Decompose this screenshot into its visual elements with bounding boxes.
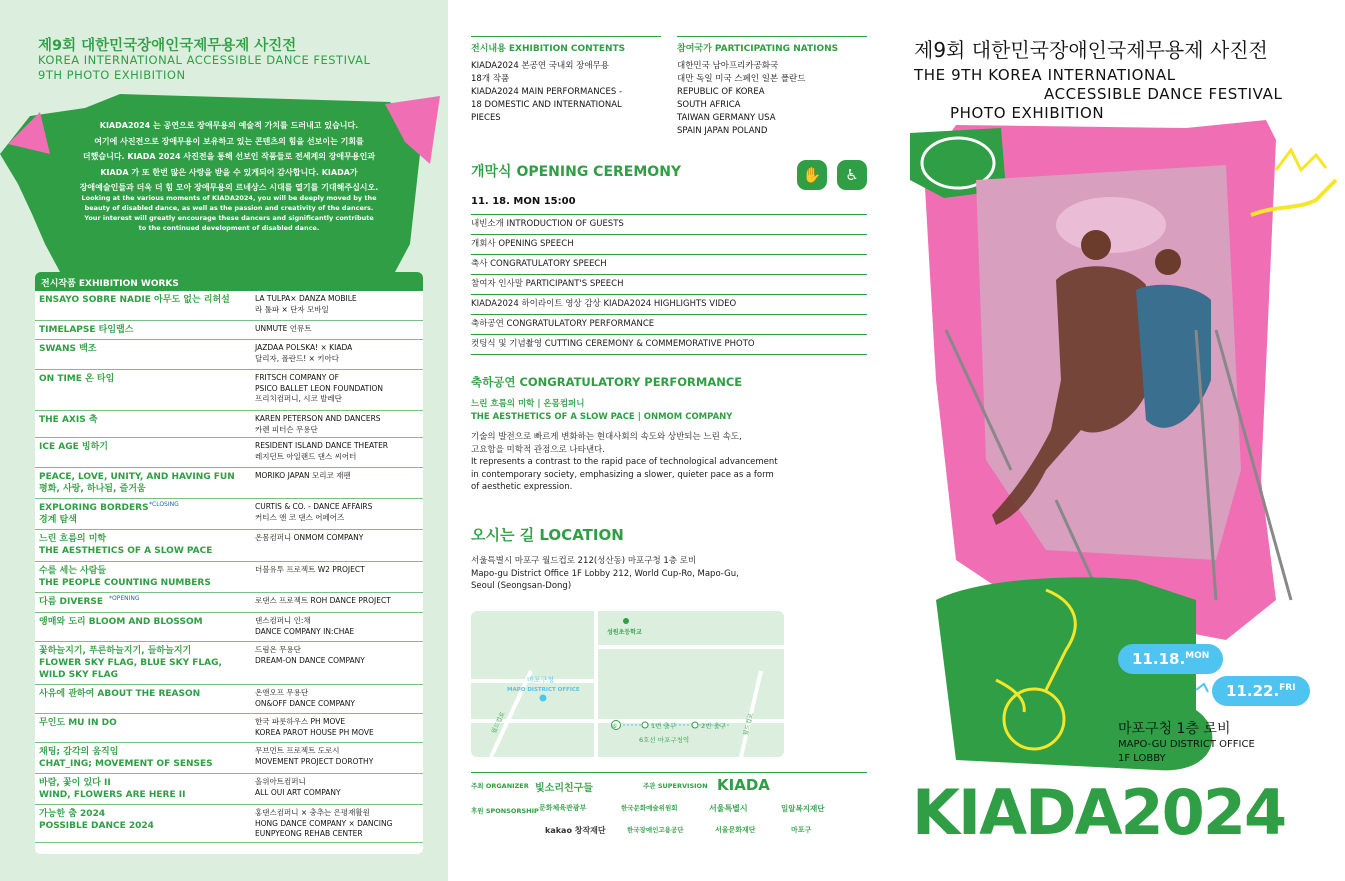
congrat-sub-ko: 느린 흐름의 미학 | 온몸컴퍼니 xyxy=(471,399,585,409)
work-title: SWANS 백조 xyxy=(39,344,97,354)
program-item: 컷팅식 및 기념촬영 CUTTING CEREMONY & COMMEMORATIVE PHOTO xyxy=(471,335,867,355)
map-road-1: 월드컵로 xyxy=(490,710,507,735)
works-row xyxy=(35,562,423,593)
sponsor-logo: 한국장애인고용공단 xyxy=(627,826,684,834)
works-row xyxy=(35,468,423,499)
left-title-en-1: KOREA INTERNATIONAL ACCESSIBLE DANCE FESTIVAL xyxy=(38,53,371,67)
program-item: 내빈소개 INTRODUCTION OF GUESTS xyxy=(471,215,867,235)
program-item: KIADA2024 하이라이트 영상 감상 KIADA2024 HIGHLIGHTS VIDEO xyxy=(471,295,867,315)
yellow-zigzag xyxy=(1276,150,1326,170)
work-badge: *OPENING xyxy=(109,595,140,602)
left-title-ko: 제9회 대한민국장애인국제무용제 사진전 xyxy=(38,38,297,54)
works-row xyxy=(35,411,423,438)
kiada-brand: KIADA2024 xyxy=(912,776,1286,849)
contents-text xyxy=(471,60,622,125)
sponsor-logo: 한국문화예술위원회 xyxy=(621,804,678,812)
works-row xyxy=(35,613,423,642)
works-row xyxy=(35,370,423,411)
work-company: 온앤오프 무용단 ON&OFF DANCE COMPANY xyxy=(255,688,355,708)
intro-en-line: to the continued development of disabled dance. xyxy=(138,224,320,232)
cover-title-en-3: PHOTO EXHIBITION xyxy=(950,104,1105,122)
contents-line: KIADA2024 MAIN PERFORMANCES - xyxy=(471,87,623,97)
intro-ko-line: KIADA 가 또 한번 많은 사랑을 받을 수 있게되어 감사합니다. KIADA가 xyxy=(100,167,358,177)
map-exit2: 2번 출구 xyxy=(701,722,727,730)
congrat-line: in contemporary society, emphasizing a slower, quieter pace as a form xyxy=(471,469,774,480)
work-title: 채팅; 감각의 움직임 CHAT_ING; MOVEMENT OF SENSES xyxy=(39,747,213,769)
work-company: MORIKO JAPAN 모리코 재팬 xyxy=(255,471,351,480)
work-title: 사유에 관하여 ABOUT THE REASON xyxy=(39,689,201,699)
works-row xyxy=(35,499,423,530)
works-row xyxy=(35,642,423,685)
work-company: 로댄스 프로젝트 ROH DANCE PROJECT xyxy=(255,596,391,605)
exit2-marker xyxy=(692,722,698,728)
blue-tick xyxy=(1196,684,1208,692)
sponsor-logo: 마포구 xyxy=(791,826,812,834)
work-title: ENSAYO SOBRE NADIE 아무도 없는 리허설 xyxy=(39,295,230,305)
work-company: UNMUTE 언뮤트 xyxy=(255,324,312,333)
work-title: 느린 흐름의 미학 THE AESTHETICS OF A SLOW PACE xyxy=(39,534,213,556)
organizer-label: 주최 ORGANIZER xyxy=(471,782,529,790)
program-item: 축하공연 CONGRATULATORY PERFORMANCE xyxy=(471,315,867,335)
date-end-pill xyxy=(1212,676,1310,706)
nations-label: 참여국가 PARTICIPATING NATIONS xyxy=(677,36,867,54)
works-row xyxy=(35,321,423,340)
date-start-day: MON xyxy=(1185,651,1210,661)
map-road-2: 월드컵로 xyxy=(742,712,755,737)
congrat-line: 고요함을 미학적 관점으로 나타낸다. xyxy=(471,444,605,455)
date-end-day: FRI xyxy=(1279,683,1296,693)
right-panel-cover xyxy=(896,0,1345,881)
work-company: 온몸컴퍼니 ONMOM COMPANY xyxy=(255,533,364,542)
works-header: 전시작품 EXHIBITION WORKS xyxy=(35,272,423,291)
program-item: 개회사 OPENING SPEECH xyxy=(471,235,867,255)
program-item: 참여자 인사말 PARTICIPANT'S SPEECH xyxy=(471,275,867,295)
organizer-logo: 빛소리친구들 xyxy=(535,783,593,794)
contents-line: 18개 작품 xyxy=(471,74,510,84)
venue-en xyxy=(1118,738,1255,766)
date-start-pill xyxy=(1118,644,1223,674)
exhibition-works-table xyxy=(35,272,423,854)
works-row xyxy=(35,774,423,805)
work-title: EXPLORING BORDERS 경계 탐색 xyxy=(39,503,149,525)
work-badge: *CLOSING xyxy=(149,501,179,508)
intro-ko xyxy=(58,118,400,196)
location-map xyxy=(471,611,784,757)
work-company: 올위아트컴퍼니 ALL OUI ART COMPANY xyxy=(255,777,341,797)
work-title: TIMELAPSE 타임랩스 xyxy=(39,325,134,335)
work-company: JAZDAA POLSKA! × KIADA 달리자, 폴란드! × 키아다 xyxy=(255,343,353,363)
work-company: RESIDENT ISLAND DANCE THEATER 레지던트 아일랜드 댄스 씨어터 xyxy=(255,441,389,461)
intro-ko-line: 장애예술인들과 더욱 더 힘 모아 장애무용의 르네상스 시대를 열기를 기대해주십시오. xyxy=(79,183,379,192)
office-marker xyxy=(540,695,547,702)
work-title: 앵매와 도리 BLOOM AND BLOSSOM xyxy=(39,617,203,627)
contents-label: 전시내용 EXHIBITION CONTENTS xyxy=(471,36,661,54)
works-row xyxy=(35,714,423,743)
date-start: 11.18. xyxy=(1132,650,1186,668)
works-row xyxy=(35,685,423,714)
work-company: 드림온 무용단 DREAM-ON DANCE COMPANY xyxy=(255,645,365,665)
work-company: 더블유투 프로젝트 W2 PROJECT xyxy=(255,565,365,574)
work-title: 무인도 MU IN DO xyxy=(39,718,117,728)
congrat-line: 기술의 발전으로 빠르게 변화하는 현대사회의 속도와 상반되는 느린 속도, xyxy=(471,432,742,442)
intro-ko-line: KIADA2024 는 공연으로 장애무용의 예술적 가치를 드러내고 있습니다. xyxy=(99,121,359,130)
left-panel xyxy=(0,0,448,881)
photo-light xyxy=(1056,197,1166,253)
contents-line: 18 DOMESTIC AND INTERNATIONAL xyxy=(471,100,622,110)
map-office-ko: 마포구청 xyxy=(527,676,555,684)
work-title: 가능한 춤 2024 POSSIBLE DANCE 2024 xyxy=(39,809,154,831)
intro-en-line: beauty of disabled dance, as well as the passion and creativity of the dancers. xyxy=(84,204,374,212)
nations-line: REPUBLIC OF KOREA xyxy=(677,87,765,97)
congrat-sub-en: THE AESTHETICS OF A SLOW PACE | ONMOM COMPANY xyxy=(471,412,733,422)
congrat-body xyxy=(471,431,816,494)
address-line: Mapo-gu District Office 1F Lobby 212, World Cup-Ro, Mapo-Gu, xyxy=(471,568,739,579)
program-item: 축사 CONGRATULATORY SPEECH xyxy=(471,255,867,275)
cover-title-ko: 제9회 대한민국장애인국제무용제 사진전 xyxy=(914,38,1268,62)
works-row xyxy=(35,291,423,321)
work-title: 수를 세는 사람들 THE PEOPLE COUNTING NUMBERS xyxy=(39,566,211,588)
congrat-title: 축하공연 CONGRATULATORY PERFORMANCE xyxy=(471,375,743,389)
work-company: LA TULPA× DANZA MOBILE 라 툴파 × 단자 모바일 xyxy=(255,294,357,314)
sponsor-logo: 서울특별시 xyxy=(709,804,748,813)
cover-title-en-2: ACCESSIBLE DANCE FESTIVAL xyxy=(1044,85,1283,103)
location-address xyxy=(471,555,801,593)
date-end: 11.22. xyxy=(1226,682,1280,700)
work-title: PEACE, LOVE, UNITY, AND HAVING FUN 평화, 사랑, 하나됨, 즐거움 xyxy=(39,472,235,494)
map-station: 6호선 마포구청역 xyxy=(639,736,690,744)
work-title: 다름 DIVERSE xyxy=(39,597,104,607)
work-title: 꽃하늘지기, 푸른하늘지기, 들하늘지기 FLOWER SKY FLAG, BLUE SKY FLAG, WILD SKY FLAG xyxy=(39,646,222,680)
nations-line: 대한민국 남아프리카공화국 xyxy=(677,61,779,71)
venue-en-line: 1F LOBBY xyxy=(1118,753,1166,764)
intro-en-line: Looking at the various moments of KIADA2024, you will be deeply moved by the xyxy=(81,194,377,202)
location-title: 오시는 길 LOCATION xyxy=(471,526,624,544)
sponsor-label: 후원 SPONSORSHIP xyxy=(471,807,539,815)
exit1-marker xyxy=(642,722,648,728)
works-row xyxy=(35,530,423,562)
intro-en xyxy=(76,193,382,233)
sponsor-logo: 서울문화재단 xyxy=(715,826,756,834)
opening-time: 11. 18. MON 15:00 xyxy=(471,196,576,207)
work-company: 댄스컴퍼니 인:채 DANCE COMPANY IN:CHAE xyxy=(255,616,355,636)
nations-line: TAIWAN GERMANY USA xyxy=(677,113,776,123)
wheelchair-icon: ♿ xyxy=(837,160,867,190)
venue-ko: 마포구청 1층 로비 xyxy=(1118,721,1231,737)
works-row xyxy=(35,438,423,468)
nations-text xyxy=(677,60,805,138)
works-row xyxy=(35,743,423,774)
intro-en-line: Your interest will greatly encourage these dancers and significantly contribute xyxy=(84,214,374,222)
map-office-en: MAPO DISTRICT OFFICE xyxy=(507,687,580,693)
sponsor-logo: kakao 창작재단 xyxy=(545,826,606,835)
address-line: Seoul (Seongsan-Dong) xyxy=(471,581,572,591)
work-company: KAREN PETERSON AND DANCERS 카렌 피터슨 무용단 xyxy=(255,414,381,434)
works-row xyxy=(35,805,423,843)
intro-ko-line: 더했습니다. KIADA 2024 사진전을 통해 선보인 작품들로 전세계의 장애무용인과 xyxy=(82,152,376,161)
credits xyxy=(471,772,867,835)
intro-ko-line: 여기에 사진전으로 장애무용이 보유하고 있는 콘텐츠의 힘을 선보이는 기회를 xyxy=(94,136,364,146)
work-company: CURTIS & CO. - DANCE AFFAIRS 커티스 앤 코 댄스 어페어즈 xyxy=(255,502,373,522)
nations-line: SPAIN JAPAN POLAND xyxy=(677,126,768,136)
opening-title: 개막식 OPENING CEREMONY xyxy=(471,164,682,180)
congrat-line: It represents a contrast to the rapid pace of technological advancement xyxy=(471,457,778,467)
work-title: THE AXIS 축 xyxy=(39,415,98,425)
cover-title-en-1: THE 9TH KOREA INTERNATIONAL xyxy=(914,66,1176,84)
supervision-logo: KIADA xyxy=(717,776,770,794)
left-title-en-2: 9TH PHOTO EXHIBITION xyxy=(38,68,186,82)
sponsor-logo: 밀알복지재단 xyxy=(781,804,825,813)
work-company: FRITSCH COMPANY OF PSICO BALLET LEON FOUNDATION 프리치컴퍼니, 시코 발레단 xyxy=(255,373,383,403)
school-marker xyxy=(623,618,629,624)
contents-line: KIADA2024 본공연 국내외 장애무용 xyxy=(471,61,609,71)
left-title-en xyxy=(38,53,370,83)
work-title: 바람, 꽃이 있다 II WIND, FLOWERS ARE HERE II xyxy=(39,778,186,800)
sponsor-logo: 문화체육관광부 xyxy=(539,804,587,812)
work-company: 한국 파롯하우스 PH MOVE KOREA PAROT HOUSE PH MOVE xyxy=(255,717,374,737)
station-mark: ⑥ xyxy=(612,723,618,730)
middle-panel xyxy=(448,0,896,881)
sign-language-icon: ✋ xyxy=(797,160,827,190)
address-line: 서울특별시 마포구 월드컵로 212(성산동) 마포구청 1층 로비 xyxy=(471,556,697,566)
works-row xyxy=(35,593,423,613)
work-title: ICE AGE 빙하기 xyxy=(39,442,108,452)
nations-line: 대만 독일 미국 스페인 일본 폴란드 xyxy=(677,74,806,84)
congrat-line: of aesthetic expression. xyxy=(471,482,573,492)
contents-line: PIECES xyxy=(471,113,501,123)
map-exit1: 1번 출구 xyxy=(651,722,677,730)
ceremony-program xyxy=(471,214,867,355)
map-school: 성원초등학교 xyxy=(607,629,642,636)
works-row xyxy=(35,340,423,370)
venue-en-line: MAPO-GU DISTRICT OFFICE xyxy=(1118,739,1255,750)
nations-line: SOUTH AFRICA xyxy=(677,100,741,110)
works-rows xyxy=(35,291,423,843)
work-company: 홍댄스컴퍼니 × 충추는 은평재활원 HONG DANCE COMPANY × DANCING EUNPYEONG REHAB CENTER xyxy=(255,808,393,838)
work-title: ON TIME 온 타임 xyxy=(39,374,115,384)
supervision-label: 주관 SUPERVISION xyxy=(643,782,708,790)
work-company: 무브먼트 프로젝트 도로시 MOVEMENT PROJECT DOROTHY xyxy=(255,746,374,766)
map-svg xyxy=(471,611,784,757)
